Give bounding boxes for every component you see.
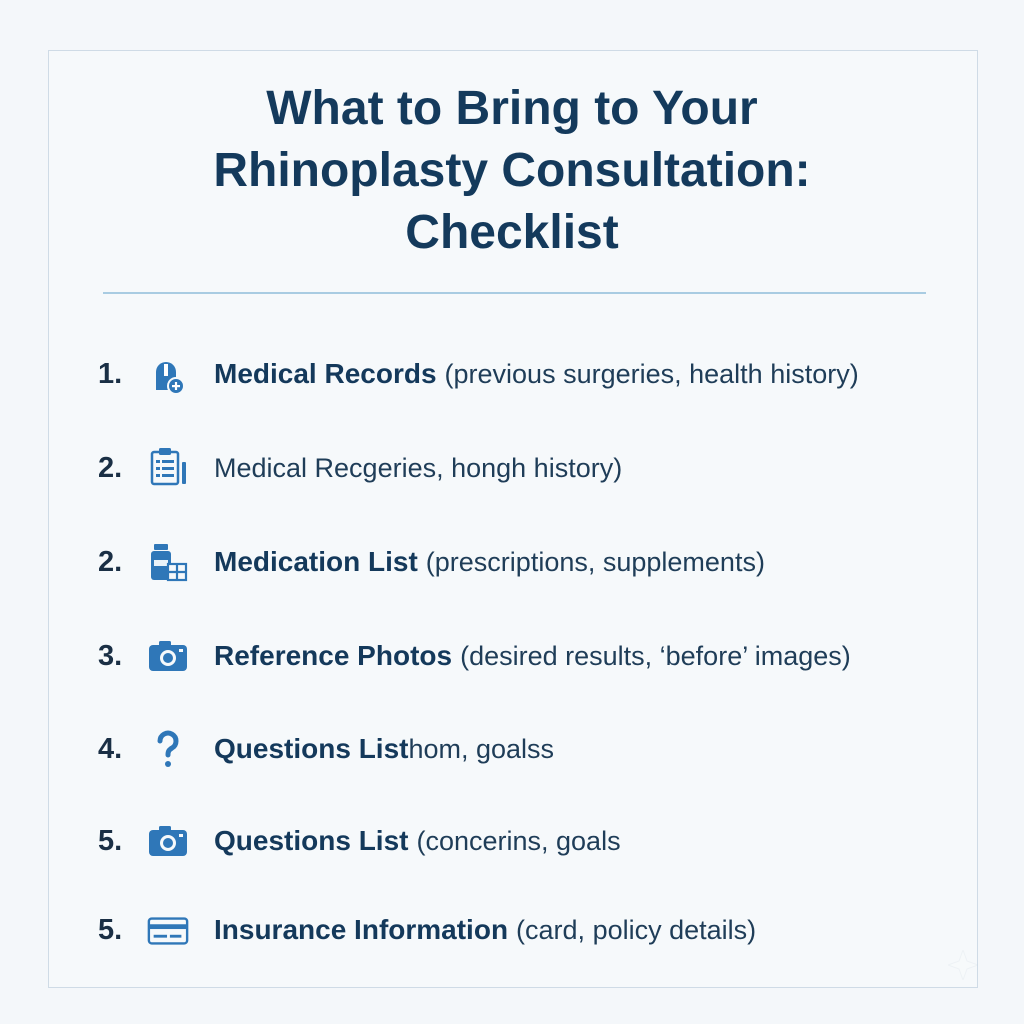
item-detail: (card, policy details)	[516, 914, 757, 945]
item-number: 1.	[98, 357, 123, 390]
checklist-item	[98, 537, 765, 587]
medication-bottle-icon	[146, 540, 190, 584]
clipboard-icon	[146, 446, 190, 490]
checklist-item	[98, 816, 621, 866]
item-number: 5.	[98, 913, 123, 946]
checklist-item	[98, 905, 756, 955]
item-number: 2.	[98, 451, 123, 484]
title-line-2: Rhinoplasty Consultation:	[213, 144, 811, 197]
title-line-3: Checklist	[405, 206, 619, 259]
item-detail: (previous surgeries, health history)	[444, 358, 859, 389]
item-detail: Medical Recgeries, hongh history)	[214, 452, 623, 483]
sparkle-icon	[948, 950, 978, 980]
camera-icon	[146, 819, 190, 863]
checklist-item	[98, 443, 622, 493]
item-number: 3.	[98, 639, 123, 672]
title-divider	[103, 292, 926, 294]
item-detail: (prescriptions, supplements)	[425, 546, 765, 577]
checklist-item	[98, 349, 859, 399]
item-label: Questions List	[214, 733, 409, 764]
title-line-1: What to Bring to Your	[266, 82, 758, 135]
medical-records-icon	[146, 352, 190, 396]
item-label: Medication List	[214, 546, 418, 577]
item-label: Reference Photos	[214, 640, 453, 671]
item-label: Medical Records	[214, 358, 437, 389]
checklist-item	[98, 631, 851, 681]
page-title	[0, 78, 1024, 264]
credit-card-icon	[146, 908, 190, 952]
item-number: 5.	[98, 824, 123, 857]
item-number: 4.	[98, 732, 123, 765]
question-mark-icon	[146, 727, 190, 771]
item-label: Insurance Information	[214, 914, 509, 945]
item-detail: (desired results, ‘before’ images)	[460, 640, 851, 671]
item-detail: (concerins, goals	[416, 825, 621, 856]
item-label: Questions List	[214, 825, 409, 856]
checklist-item	[98, 724, 554, 774]
item-detail: hom, goalss	[408, 733, 555, 764]
item-number: 2.	[98, 545, 123, 578]
camera-icon	[146, 634, 190, 678]
